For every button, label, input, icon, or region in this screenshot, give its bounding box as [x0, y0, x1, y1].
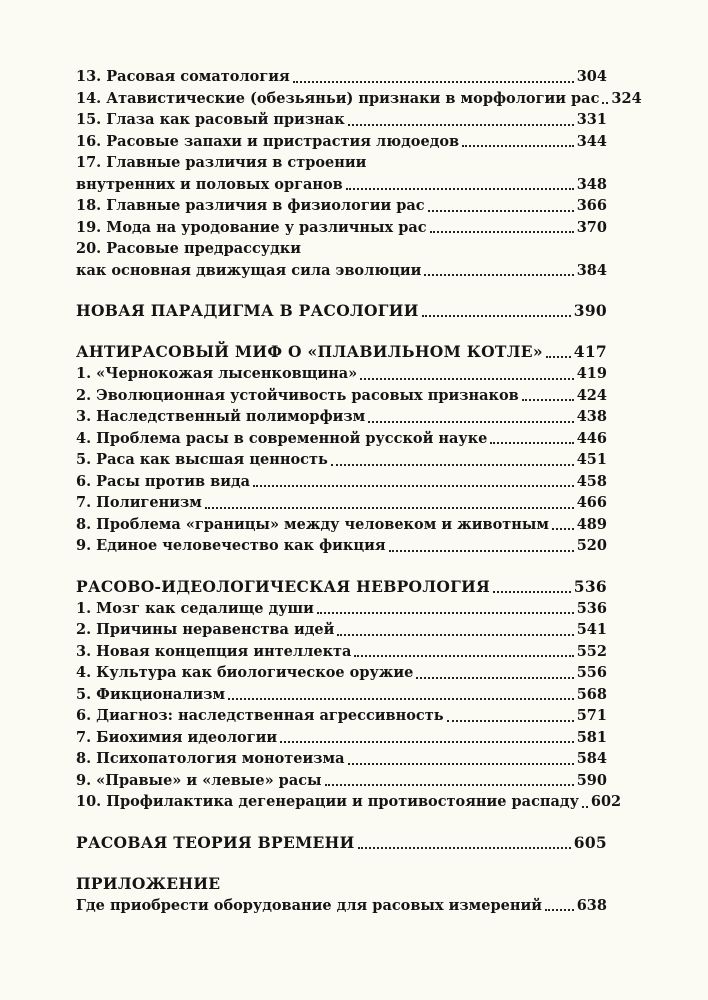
toc-entry: [76, 684, 607, 706]
toc-page-number: 304: [576, 68, 607, 85]
toc-entry-title: 5. Раса как высшая ценность: [76, 451, 328, 468]
dot-leader: [325, 784, 574, 786]
toc-page-number: 568: [576, 685, 607, 703]
toc-page-number: 324: [611, 89, 642, 107]
toc-entry-title: 4. Проблема расы в современной русской науке: [76, 429, 488, 447]
toc-entry-title: ПРИЛОЖЕНИЕ: [76, 873, 221, 893]
toc-section-heading: [76, 300, 607, 322]
toc-page-number: 446: [576, 429, 607, 447]
dot-leader: [430, 231, 574, 233]
toc-entry-title: 1. Мозг как седалище души: [76, 599, 314, 617]
section-gap: [76, 322, 607, 341]
toc-entry-title: 18. Главные различия в физиологии рас: [76, 197, 425, 214]
dot-leader: [545, 909, 574, 911]
toc-page-number: 489: [576, 515, 607, 533]
toc-entry-title: 8. Проблема «границы» между человеком и животным: [76, 515, 550, 533]
dot-leader: [293, 81, 574, 83]
toc-entry-title: 6. Расы против вида: [76, 472, 251, 490]
toc-entry: [76, 217, 607, 239]
dot-leader: [462, 145, 574, 147]
dot-leader: [546, 356, 571, 358]
dot-leader: [253, 485, 574, 487]
toc-page-number: 556: [576, 664, 607, 681]
section-gap: [76, 281, 607, 300]
toc-entry: [76, 131, 607, 153]
toc-entry-title: 13. Расовая соматология: [76, 68, 290, 85]
toc-page-number: 417: [573, 342, 607, 361]
toc-entry: [76, 428, 607, 450]
toc-entry-title: 20. Расовые предрассудки: [76, 240, 301, 257]
toc-entry-title: Где приобрести оборудование для расовых измерений: [76, 896, 542, 914]
dot-leader: [358, 847, 571, 849]
dot-leader: [493, 591, 571, 593]
toc-page-number: 602: [590, 793, 622, 810]
toc-page-number: 552: [576, 642, 607, 660]
toc-entry-title: 3. Новая концепция интеллекта: [76, 642, 352, 660]
toc-page-number: 466: [576, 494, 607, 511]
toc-page-number: 590: [576, 771, 607, 789]
toc-page-number: 384: [576, 261, 607, 279]
toc-entry-title: 9. «Правые» и «левые» расы: [76, 771, 322, 789]
toc-entry: [76, 363, 607, 385]
toc-page-number: 419: [576, 365, 607, 382]
toc-entry-title: внутренних и половых органов: [76, 175, 343, 193]
toc-entry-title: АНТИРАСОВЫЙ МИФ О «ПЛАВИЛЬНОМ КОТЛЕ»: [76, 342, 543, 361]
toc-entry: [76, 471, 607, 493]
dot-leader: [346, 188, 574, 190]
toc-page-number: 458: [576, 472, 607, 490]
dot-leader: [389, 550, 574, 552]
toc-entry: [76, 66, 607, 88]
toc-entry: [76, 385, 607, 407]
toc-entry: [76, 260, 607, 282]
toc-entry-title: 6. Диагноз: наследственная агрессивность: [76, 707, 444, 724]
dot-leader: [205, 507, 574, 509]
dot-leader: [280, 741, 574, 743]
toc-page-number: 581: [576, 728, 607, 746]
dot-leader: [447, 720, 574, 722]
toc-entry-title: 19. Мода на уродование у различных рас: [76, 218, 427, 236]
toc-entry: [76, 406, 607, 428]
toc-page-number: 348: [576, 175, 607, 193]
dot-leader: [317, 612, 574, 614]
dot-leader: [490, 442, 573, 444]
toc-entry-title: 7. Биохимия идеологии: [76, 728, 278, 746]
toc-page-number: 331: [576, 111, 607, 128]
toc-page-number: 584: [576, 750, 607, 767]
toc-entry-title: 4. Культура как биологическое оружие: [76, 664, 414, 681]
toc-page-number: 451: [576, 451, 607, 468]
toc-page-number: 370: [576, 218, 607, 236]
toc-entry-title: РАСОВО-ИДЕОЛОГИЧЕСКАЯ НЕВРОЛОГИЯ: [76, 576, 491, 596]
dot-leader: [552, 528, 574, 530]
toc-page-number: 344: [576, 132, 607, 150]
dot-leader: [602, 102, 608, 104]
toc-entry: [76, 662, 607, 684]
toc-page-number: 638: [576, 896, 607, 914]
toc-entry: [76, 152, 607, 174]
toc-page-number: 520: [576, 537, 607, 554]
toc-page-number: 438: [576, 408, 607, 425]
toc-entry-title: 5. Фикционализм: [76, 685, 226, 703]
toc-entry: [76, 88, 642, 110]
toc-entry: [76, 449, 607, 471]
toc-entry-title: 7. Полигенизм: [76, 494, 202, 511]
toc-entry: [76, 238, 607, 260]
toc-entry: [76, 195, 607, 217]
toc-entry: [76, 109, 607, 131]
toc-entry-title: 17. Главные различия в строении: [76, 154, 367, 171]
dot-leader: [368, 421, 573, 423]
dot-leader: [348, 763, 574, 765]
toc-page-number: 541: [576, 621, 607, 638]
toc-entry: [76, 174, 607, 196]
dot-leader: [348, 124, 574, 126]
dot-leader: [422, 315, 571, 317]
toc-entry-title: 16. Расовые запахи и пристрастия людоедов: [76, 132, 460, 150]
toc-entry-title: 8. Психопатология монотеизма: [76, 750, 345, 767]
toc-entry: [76, 895, 607, 917]
section-gap: [76, 813, 607, 832]
toc-section-heading: [76, 576, 607, 598]
dot-leader: [582, 806, 588, 808]
section-gap: [76, 854, 607, 873]
toc-page-number: 605: [573, 832, 607, 852]
toc-page-number: 536: [576, 599, 607, 617]
toc-entry: [76, 727, 607, 749]
toc-page-number: 366: [576, 197, 607, 214]
toc-entry: [76, 705, 607, 727]
toc-section-heading: [76, 832, 607, 854]
toc-entry: [76, 770, 607, 792]
dot-leader: [424, 274, 573, 276]
toc-section-heading: [76, 341, 607, 363]
toc-page-number: 571: [576, 707, 607, 724]
section-gap: [76, 557, 607, 576]
toc-entry-title: РАСОВАЯ ТЕОРИЯ ВРЕМЕНИ: [76, 832, 355, 852]
dot-leader: [354, 655, 573, 657]
toc-entry-title: 2. Эволюционная устойчивость расовых признаков: [76, 386, 519, 404]
toc-page-number: 424: [576, 386, 607, 404]
toc-entry: [76, 598, 607, 620]
toc-entry: [76, 619, 607, 641]
toc-entry: [76, 748, 607, 770]
toc-entry-title: 3. Наследственный полиморфизм: [76, 408, 366, 425]
dot-leader: [416, 677, 573, 679]
dot-leader: [337, 634, 573, 636]
toc-page-number: 536: [573, 576, 607, 596]
toc-entry-title: 15. Глаза как расовый признак: [76, 111, 345, 128]
toc-entry: [76, 641, 607, 663]
toc-entry-title: как основная движущая сила эволюции: [76, 261, 422, 279]
toc-entry-title: 2. Причины неравенства идей: [76, 621, 335, 638]
toc-entry: [76, 514, 607, 536]
dot-leader: [428, 210, 574, 212]
dot-leader: [522, 399, 574, 401]
dot-leader: [360, 378, 573, 380]
toc-entry: [76, 535, 607, 557]
toc-entry: [76, 791, 622, 813]
toc-entry-title: НОВАЯ ПАРАДИГМА В РАСОЛОГИИ: [76, 301, 419, 320]
table-of-contents: [76, 66, 642, 916]
toc-page-number: 390: [573, 301, 607, 320]
toc-entry-title: 10. Профилактика дегенерации и противостояние распаду: [76, 793, 579, 810]
toc-entry-title: 1. «Чернокожая лысенковщина»: [76, 365, 358, 382]
toc-entry-title: 14. Атавистические (обезьяньи) признаки в морфологии рас: [76, 89, 600, 107]
toc-entry: [76, 492, 607, 514]
toc-section-heading: [76, 873, 607, 895]
dot-leader: [331, 464, 574, 466]
dot-leader: [228, 698, 574, 700]
toc-entry-title: 9. Единое человечество как фикция: [76, 537, 386, 554]
